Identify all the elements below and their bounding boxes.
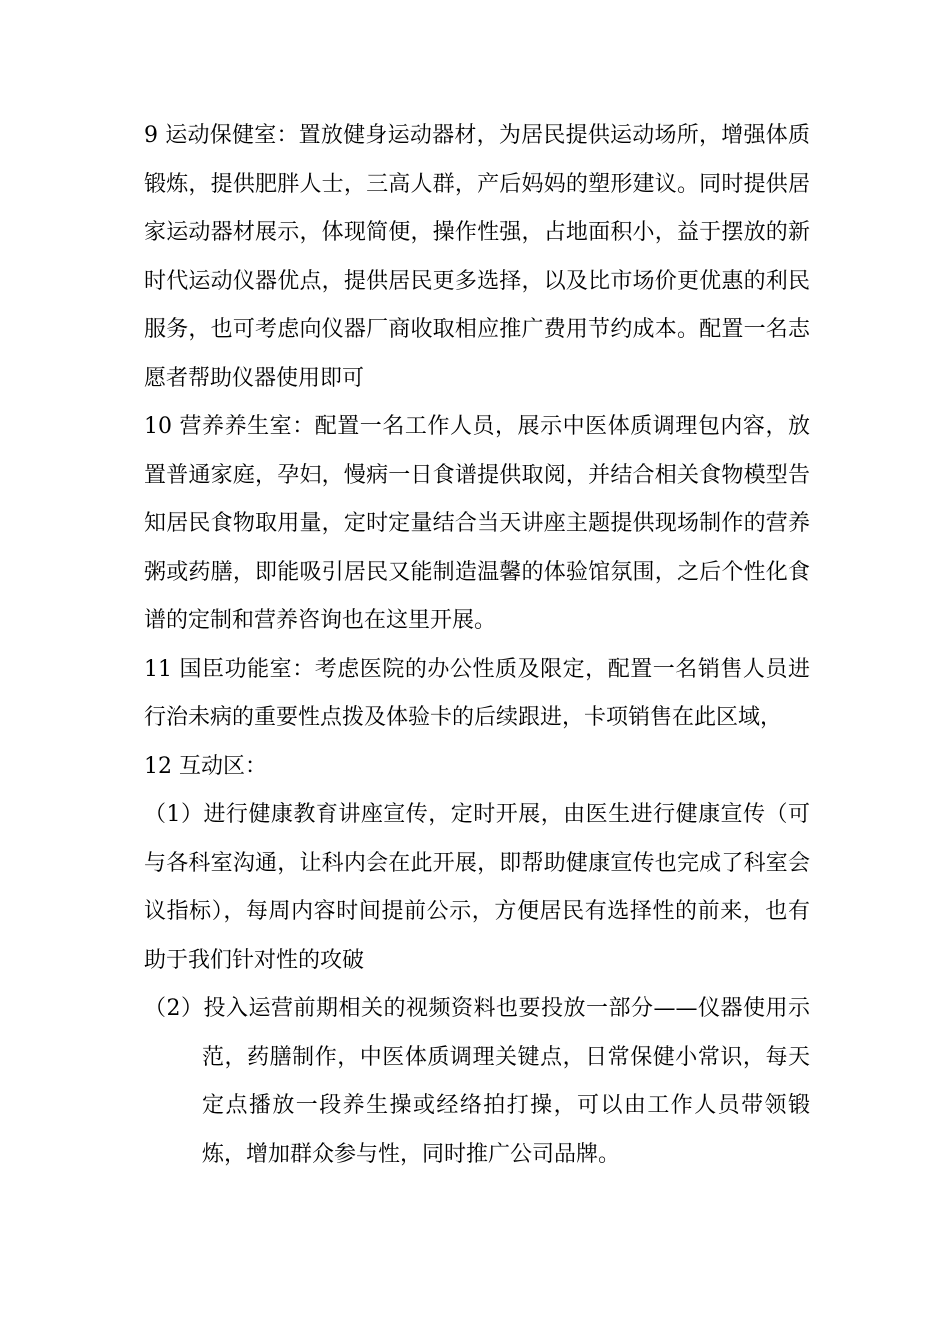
paragraph-nutrition-room: 10 营养养生室：配置一名工作人员，展示中医体质调理包内容，放置普通家庭，孕妇，慢病一日食谱提供取阅，并结合相关食物模型告知居民食物取用量，定时定量结合当天讲座主题提供现场制作的营养粥或药膳，即能吸引居民又能制造温馨的体验馆氛围，之后个性化食谱的定制和营养咨询也在这里开展。	[144, 414, 810, 633]
paragraph-exercise-room: 9 运动保健室：置放健身运动器材，为居民提供运动场所，增强体质锻炼，提供肥胖人士，三高人群，产后妈妈的塑形建议。同时提供居家运动器材展示，体现简便，操作性强，占地面积小，益于摆放的新时代运动仪器优点，提供居民更多选择，以及比市场价更优惠的利民服务，也可考虑向仪器厂商收取相应推广费用节约成本。配置一名志愿者帮助仪器使用即可	[144, 123, 810, 391]
document-body	[144, 112, 810, 1179]
paragraph-interactive-item-1: （1）进行健康教育讲座宣传，定时开展，由医生进行健康宣传（可与各科室沟通，让科内会在此开展，即帮助健康宣传也完成了科室会议指标），每周内容时间提前公示，方便居民有选择性的前来，也有助于我们针对性的攻破	[144, 802, 810, 973]
paragraph-interactive-item-2: （2）投入运营前期相关的视频资料也要投放一部分——仪器使用示范，药膳制作，中医体质调理关键点，日常保健小常识，每天定点播放一段养生操或经络拍打操，可以由工作人员带领锻炼，增加群众参与性，同时推广公司品牌。	[144, 996, 810, 1167]
paragraph-function-room: 11 国臣功能室：考虑医院的办公性质及限定，配置一名销售人员进行治未病的重要性点拨及体验卡的后续跟进，卡项销售在此区域，	[144, 656, 810, 730]
paragraph-interactive-area-heading: 12 互动区：	[144, 753, 267, 779]
